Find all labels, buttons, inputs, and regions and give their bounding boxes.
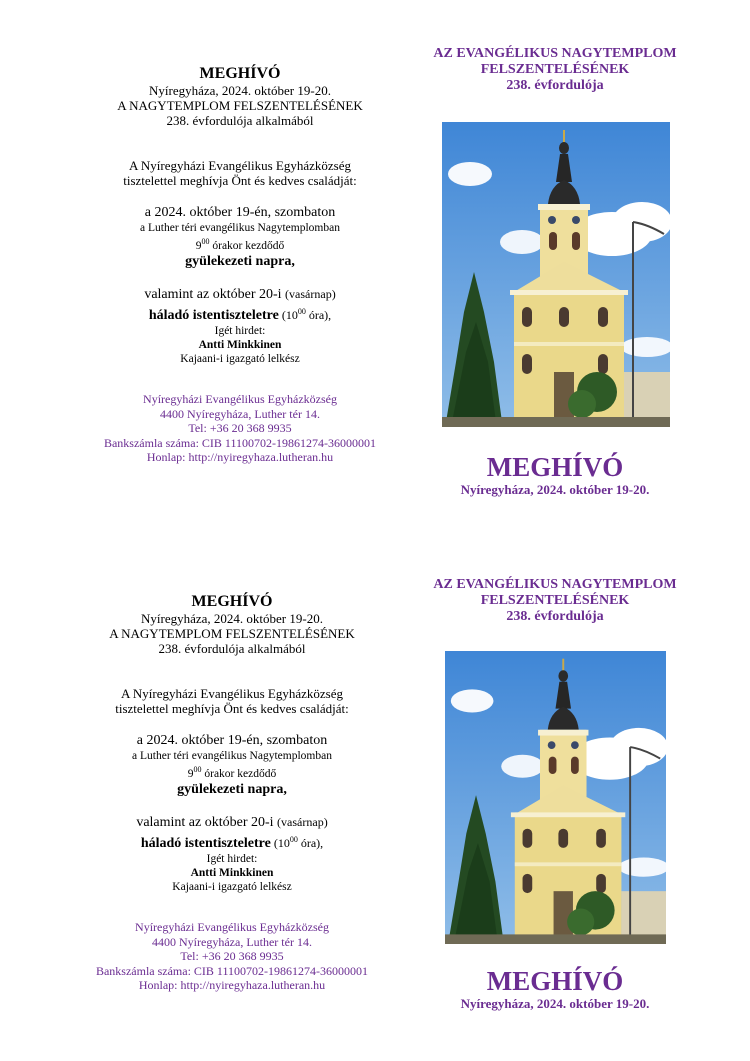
invitation-occasion: A NAGYTEMPLOM FELSZENTELÉSÉNEK bbox=[109, 626, 355, 641]
invitation-top bbox=[0, 0, 750, 530]
preacher-name: Antti Minkkinen bbox=[190, 867, 274, 879]
contact-website[interactable]: Honlap: http://nyiregyhaza.lutheran.hu bbox=[146, 450, 334, 464]
cover-heading-line-2: FELSZENTELÉSÉNEK bbox=[480, 593, 630, 608]
preacher-label: Igét hirdet: bbox=[206, 853, 258, 865]
cover-subtitle: Nyíregyháza, 2024. október 19-20. bbox=[460, 482, 650, 497]
cover-title-block bbox=[405, 452, 705, 498]
contact-bank: Bankszámla száma: CIB 11100702-19861274-36000001 bbox=[95, 963, 369, 978]
day2-line: valamint az október 20-i (vasárnap) bbox=[136, 815, 328, 830]
contact-address: 4400 Nyíregyháza, Luther tér 14. bbox=[152, 934, 312, 949]
invitation-invite: tisztelettel meghívja Önt és kedves családját: bbox=[115, 701, 349, 716]
invitation-anniversary: 238. évfordulója alkalmából bbox=[166, 113, 314, 128]
preacher-name: Antti Minkkinen bbox=[198, 339, 282, 351]
invitation-anniversary: 238. évfordulója alkalmából bbox=[158, 641, 306, 656]
cover-heading bbox=[405, 46, 705, 94]
cover-heading-line-1: AZ EVANGÉLIKUS NAGYTEMPLOM bbox=[433, 577, 677, 592]
day1-time: $9^{00}$ órakor kezdődő bbox=[195, 237, 285, 252]
invitation-date: Nyíregyháza, 2024. október 19-20. bbox=[141, 611, 323, 626]
invitation-title: MEGHÍVÓ bbox=[199, 65, 281, 82]
day2-event: háladó istentiszteletre ($10^{00}$ óra), bbox=[140, 835, 324, 851]
cover-heading-line-3: 238. évfordulója bbox=[506, 78, 604, 93]
day2-event: háladó istentiszteletre ($10^{00}$ óra), bbox=[148, 307, 332, 323]
invitation-date: Nyíregyháza, 2024. október 19-20. bbox=[149, 83, 331, 98]
cover-title: MEGHÍVÓ bbox=[486, 452, 624, 482]
preacher-label: Igét hirdet: bbox=[214, 325, 266, 337]
invitation-invite: tisztelettel meghívja Önt és kedves családját: bbox=[123, 173, 357, 188]
invitation-host: A Nyíregyházi Evangélikus Egyházközség bbox=[128, 158, 351, 173]
cover-subtitle: Nyíregyháza, 2024. október 19-20. bbox=[460, 996, 650, 1011]
preacher-role: Kajaani-i igazgató lelkész bbox=[180, 353, 300, 365]
cover-heading-line-2: FELSZENTELÉSÉNEK bbox=[480, 62, 630, 77]
contact-phone: Tel: +36 20 368 9935 bbox=[188, 421, 292, 435]
contact-org: Nyíregyházi Evangélikus Egyházközség bbox=[135, 920, 329, 934]
invitation-text bbox=[62, 592, 402, 993]
contact-block bbox=[70, 392, 410, 465]
church-photo bbox=[445, 651, 666, 944]
cover-heading bbox=[405, 577, 705, 625]
cover-title: MEGHÍVÓ bbox=[486, 966, 624, 996]
church-photo bbox=[442, 122, 670, 427]
invitation-occasion: A NAGYTEMPLOM FELSZENTELÉSÉNEK bbox=[117, 98, 363, 113]
cover-title-block bbox=[405, 966, 705, 1012]
day1-line: a 2024. október 19-én, szombaton bbox=[136, 733, 328, 748]
contact-phone: Tel: +36 20 368 9935 bbox=[180, 949, 284, 963]
cover-heading-line-1: AZ EVANGÉLIKUS NAGYTEMPLOM bbox=[433, 46, 677, 61]
contact-org: Nyíregyházi Evangélikus Egyházközség bbox=[143, 392, 337, 406]
contact-website[interactable]: Honlap: http://nyiregyhaza.lutheran.hu bbox=[138, 978, 326, 992]
invitation-bottom bbox=[0, 530, 750, 1060]
contact-bank: Bankszámla száma: CIB 11100702-19861274-36000001 bbox=[103, 435, 377, 450]
day1-time: $9^{00}$ órakor kezdődő bbox=[187, 765, 277, 780]
day1-event: gyülekezeti napra, bbox=[177, 782, 287, 797]
invitation-title: MEGHÍVÓ bbox=[191, 593, 273, 610]
contact-address: 4400 Nyíregyháza, Luther tér 14. bbox=[160, 406, 320, 421]
invitation-text bbox=[70, 64, 410, 465]
contact-block bbox=[62, 920, 402, 993]
day1-place: a Luther téri evangélikus Nagytemplomban bbox=[140, 222, 340, 234]
day1-event: gyülekezeti napra, bbox=[185, 254, 295, 269]
cover-heading-line-3: 238. évfordulója bbox=[506, 609, 604, 624]
day1-place: a Luther téri evangélikus Nagytemplomban bbox=[132, 750, 332, 762]
invitation-host: A Nyíregyházi Evangélikus Egyházközség bbox=[120, 686, 343, 701]
preacher-role: Kajaani-i igazgató lelkész bbox=[172, 881, 292, 893]
day1-line: a 2024. október 19-én, szombaton bbox=[144, 205, 336, 220]
day2-line: valamint az október 20-i (vasárnap) bbox=[144, 287, 336, 302]
